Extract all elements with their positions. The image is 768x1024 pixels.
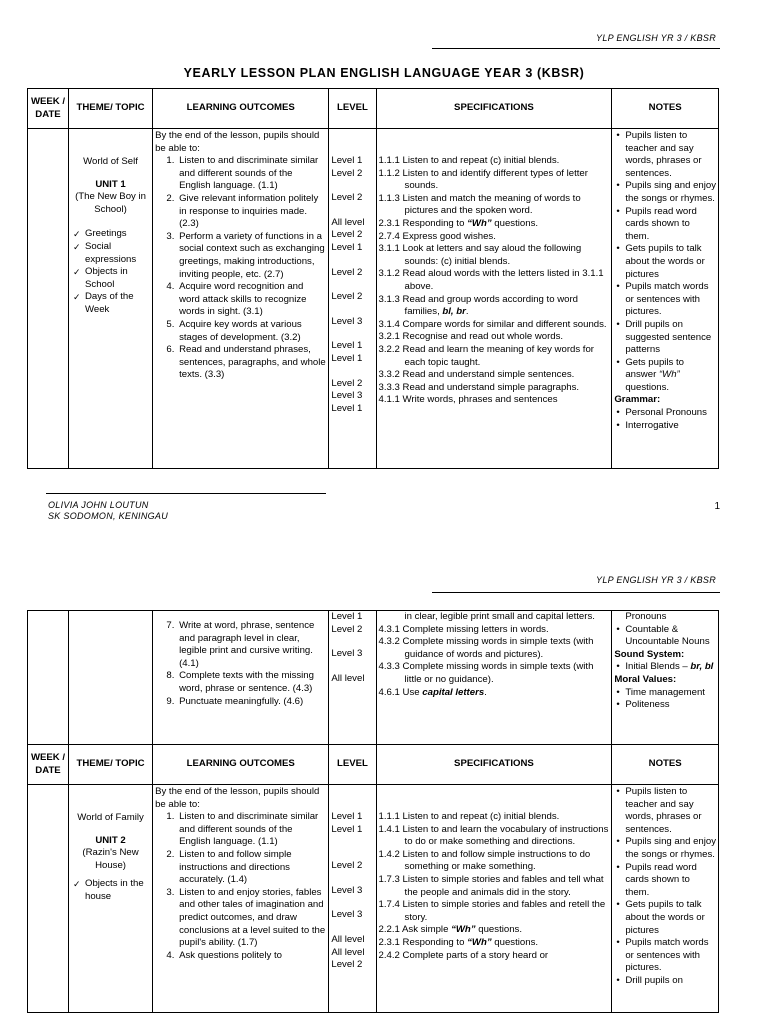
spec-item: 3.3.2 Read and understand simple sentences. (378, 369, 575, 381)
level-item: Level 1 (331, 402, 363, 414)
spec-item: 3.1.4 Compare words for similar and different sounds. (378, 318, 607, 330)
topic-item: ✓ Greetings (85, 228, 150, 241)
level-item: Level 2 (331, 623, 363, 635)
outcome-item: 5. Acquire key words at various stages of development. (3.2) (177, 319, 326, 344)
note-item: • Pupils listen to teacher and say words, phrases or sentences. (625, 786, 716, 836)
note-item: • Pupils match words or sentences with pictures. (625, 937, 716, 975)
column-header-outcomes: LEARNING OUTCOMES (153, 89, 329, 129)
unit-subtitle: (The New Boy in School) (75, 191, 146, 215)
spec-item: 1.7.3 Listen to simple stories and fables and tell what the people and animals did in the story. (378, 873, 604, 898)
column-header-week: WEEK / DATE (28, 89, 69, 129)
moral-values-label: Moral Values: (614, 673, 677, 685)
outcome-item: 2. Listen to and follow simple instructions and directions accurately. (1.4) (177, 849, 326, 887)
author-name: OLIVIA JOHN LOUTUN (48, 500, 149, 510)
grammar-list (614, 407, 716, 432)
theme-name: World of Self (83, 156, 138, 167)
notes-list (614, 624, 716, 649)
level-item (331, 897, 373, 909)
column-header-specs: SPECIFICATIONS (376, 745, 612, 785)
column-header-week: WEEK / DATE (28, 745, 69, 785)
author-school: SK SODOMON, KENINGAU (48, 511, 169, 521)
level-item: Level 1 (331, 241, 363, 253)
lesson-plan-table-unit-1 (27, 88, 719, 469)
outcome-item: 1. Listen to and discriminate similar and different sounds of the English language. (1.1) (177, 811, 326, 849)
spec-item: 2.4.2 Complete parts of a story heard or (378, 949, 549, 961)
unit-label: UNIT 1 (95, 178, 126, 190)
note-item: • Drill pupils on (625, 975, 716, 988)
spec-item: 2.2.1 Ask simple “Wh” questions. (378, 924, 522, 936)
note-item: • Pupils listen to teacher and say words, phrases or sentences. (625, 130, 716, 180)
level-item: Level 3 (331, 390, 363, 402)
column-header-theme: THEME/ TOPIC (69, 745, 153, 785)
column-header-level: LEVEL (329, 745, 376, 785)
level-item (331, 304, 373, 316)
note-item: • Gets pupils to talk about the words or pictures (625, 243, 716, 281)
spec-item: 3.1.3 Read and group words according to word families, bl, br. (378, 293, 579, 318)
moral-item: • Politeness (625, 699, 716, 712)
level-item: Level 1 (331, 611, 363, 622)
week-cell (28, 785, 69, 1013)
spec-item: 3.2.1 Recognise and read out whole words. (378, 331, 564, 343)
spec-item: 3.1.1 Look at letters and say aloud the following sounds: (c) initial blends. (378, 243, 582, 267)
outcome-item: 4. Acquire word recognition and word attack skills to recognize words in sight. (3.1) (177, 281, 326, 319)
column-header-level: LEVEL (329, 89, 376, 129)
spec-item: 2.3.1 Responding to “Wh” questions. (378, 217, 539, 229)
level-item: Level 2 (331, 377, 363, 389)
moral-list (614, 687, 716, 712)
note-item: • Pupils sing and enjoy the songs or rhymes. (625, 836, 716, 861)
specs-cell (376, 785, 612, 1013)
week-cell (28, 129, 69, 469)
spec-item: 4.1.1 Write words, phrases and sentences (378, 394, 558, 406)
level-item (331, 279, 373, 291)
level-item: Level 2 (331, 291, 363, 303)
outcomes-list (155, 155, 326, 382)
grammar-item: • Interrogative (625, 420, 716, 433)
level-item (331, 366, 373, 378)
note-item: • Pupils read word cards shown to them. (625, 206, 716, 244)
topic-item: ✓ Social expressions (85, 241, 150, 266)
level-item: Level 1 (331, 823, 363, 835)
outcome-item: 6. Read and understand phrases, sentences, paragraphs, and whole texts. (3.3) (177, 344, 326, 382)
level-item (331, 922, 373, 934)
outcomes-intro: By the end of the lesson, pupils should be able to: (155, 786, 320, 810)
topic-list (71, 228, 150, 316)
theme-cell (69, 611, 153, 745)
level-item: Level 2 (331, 229, 363, 241)
spec-item: 1.1.1 Listen to and repeat (c) initial blends. (378, 811, 560, 822)
sound-system-label: Sound System: (614, 648, 685, 660)
level-item: All level (331, 216, 365, 228)
spec-item: 3.1.2 Read aloud words with the letters listed in 3.1.1 above. (378, 268, 604, 292)
level-item (331, 661, 373, 673)
level-item: Level 3 (331, 909, 363, 921)
spec-item: 1.4.2 Listen to and follow simple instructions to do something or make something. (378, 848, 591, 873)
note-item: • Gets pupils to answer “Wh” questions. (625, 357, 716, 395)
outcome-item: 8. Complete texts with the missing word, phrase or sentence. (4.3) (177, 670, 326, 695)
level-item: Level 3 (331, 648, 363, 660)
column-header-specs: SPECIFICATIONS (376, 89, 612, 129)
theme-cell (69, 785, 153, 1013)
sound-item: • Initial Blends – br, bl (625, 661, 716, 674)
theme-cell (69, 129, 153, 469)
footer-author (48, 500, 168, 522)
level-item: Level 3 (331, 884, 363, 896)
level-item: Level 1 (331, 811, 363, 822)
column-header-outcomes: LEARNING OUTCOMES (153, 745, 329, 785)
level-item: Level 1 (331, 352, 363, 364)
note-item: • Countable & Uncountable Nouns (625, 624, 716, 649)
level-item (331, 873, 373, 885)
spec-item: 3.3.3 Read and understand simple paragraphs. (378, 381, 580, 393)
topic-item: ✓ Objects in the house (85, 878, 150, 903)
level-item: Level 2 (331, 192, 363, 204)
moral-item: • Time management (625, 687, 716, 700)
unit-subtitle: (Razin's New House) (82, 847, 139, 871)
spec-item: 4.3.2 Complete missing words in simple texts (with guidance of words and pictures). (378, 636, 594, 660)
theme-name: World of Family (77, 812, 144, 823)
notes-list (614, 130, 716, 394)
outcome-item: 4. Ask questions politely to (177, 950, 326, 963)
note-item: • Pupils read word cards shown to them. (625, 862, 716, 900)
level-item: All level (331, 946, 365, 958)
spec-item: 1.1.2 Listen to and identify different types of letter sounds. (378, 167, 588, 192)
level-item: Level 1 (331, 340, 363, 352)
level-item: All level (331, 672, 365, 684)
spec-item: 4.6.1 Use capital letters. (378, 686, 487, 698)
specs-cell (376, 611, 612, 745)
spec-item: 2.3.1 Responding to “Wh” questions. (378, 936, 539, 948)
spec-item: in clear, legible print small and capital letters. (404, 611, 595, 622)
level-cell (329, 785, 376, 1013)
level-item: Level 2 (331, 860, 363, 872)
topic-item: ✓ Objects in School (85, 266, 150, 291)
outcome-item: 2. Give relevant information politely in response to inquiries made. (2.3) (177, 193, 326, 231)
level-item (331, 328, 373, 340)
note-continued: Pronouns (625, 611, 667, 622)
column-header-theme: THEME/ TOPIC (69, 89, 153, 129)
spec-item: 4.3.3 Complete missing words in simple texts (with little or no guidance). (378, 661, 594, 685)
lesson-plan-table-continued (27, 610, 719, 1013)
level-item (331, 848, 373, 860)
notes-list (614, 786, 716, 988)
level-item (331, 180, 373, 192)
spec-item: 1.7.4 Listen to simple stories and fables and retell the story. (378, 899, 606, 923)
spec-item: 1.1.3 Listen and match the meaning of words to pictures and the spoken word. (378, 192, 581, 217)
note-item: • Pupils sing and enjoy the songs or rhymes. (625, 180, 716, 205)
outcome-item: 3. Listen to and enjoy stories, fables and other tales of imagination and predict outcomes, and draw conclusions at a level suited to the pupil's ability. (1.7) (177, 887, 326, 950)
note-item: • Gets pupils to talk about the words or pictures (625, 899, 716, 937)
level-item: Level 3 (331, 315, 363, 327)
level-cell (329, 611, 376, 745)
level-item (331, 636, 373, 648)
level-item: Level 2 (331, 167, 363, 179)
outcomes-list (155, 811, 326, 962)
running-header: YLP ENGLISH YR 3 / KBSR (596, 33, 716, 43)
outcome-item: 3. Perform a variety of functions in a social context such as exchanging greetings, making introductions, inviting people, etc. (2.7) (177, 231, 326, 281)
level-item: All level (331, 933, 365, 945)
outcome-item: 9. Punctuate meaningfully. (4.6) (177, 696, 326, 709)
week-cell (28, 611, 69, 745)
outcome-item: 7. Write at word, phrase, sentence and paragraph level in clear, legible print and cursive writing. (4.1) (177, 620, 326, 670)
spec-item: 4.3.1 Complete missing letters in words. (378, 623, 549, 635)
header-rule (432, 592, 720, 593)
unit-label: UNIT 2 (95, 834, 126, 846)
level-item (331, 205, 373, 217)
spec-item: 1.4.1 Listen to and learn the vocabulary of instructions to do or make something and directions. (378, 823, 609, 848)
topic-item: ✓ Days of the Week (85, 291, 150, 316)
document-title: YEARLY LESSON PLAN ENGLISH LANGUAGE YEAR 3 (KBSR) (183, 66, 585, 80)
running-header: YLP ENGLISH YR 3 / KBSR (596, 575, 716, 585)
sound-list (614, 661, 716, 674)
outcomes-intro: By the end of the lesson, pupils should be able to: (155, 130, 320, 154)
level-item: Level 2 (331, 266, 363, 278)
outcomes-list (155, 620, 326, 708)
outcomes-cell (153, 129, 329, 469)
grammar-item: • Personal Pronouns (625, 407, 716, 420)
grammar-label: Grammar: (614, 394, 661, 406)
column-header-notes: NOTES (612, 89, 719, 129)
note-item: • Drill pupils on suggested sentence patterns (625, 319, 716, 357)
specs-cell (376, 129, 612, 469)
header-rule (432, 48, 720, 49)
notes-cell (612, 611, 719, 745)
outcome-item: 1. Listen to and discriminate similar and different sounds of the English language. (1.1) (177, 155, 326, 193)
level-item (331, 255, 373, 267)
page-number: 1 (714, 501, 720, 512)
level-item: Level 2 (331, 959, 363, 971)
notes-cell (612, 785, 719, 1013)
outcomes-cell (153, 785, 329, 1013)
outcomes-cell (153, 611, 329, 745)
spec-item: 3.2.2 Read and learn the meaning of key words for each topic taught. (378, 343, 595, 368)
level-item (331, 836, 373, 848)
note-item: • Pupils match words or sentences with pictures. (625, 281, 716, 319)
column-header-notes: NOTES (612, 745, 719, 785)
spec-item: 2.7.4 Express good wishes. (378, 230, 496, 242)
footer-rule (46, 493, 326, 494)
notes-cell (612, 129, 719, 469)
spec-item: 1.1.1 Listen to and repeat (c) initial blends. (378, 155, 560, 166)
level-cell (329, 129, 376, 469)
level-item: Level 1 (331, 155, 363, 166)
topic-list (71, 878, 150, 903)
